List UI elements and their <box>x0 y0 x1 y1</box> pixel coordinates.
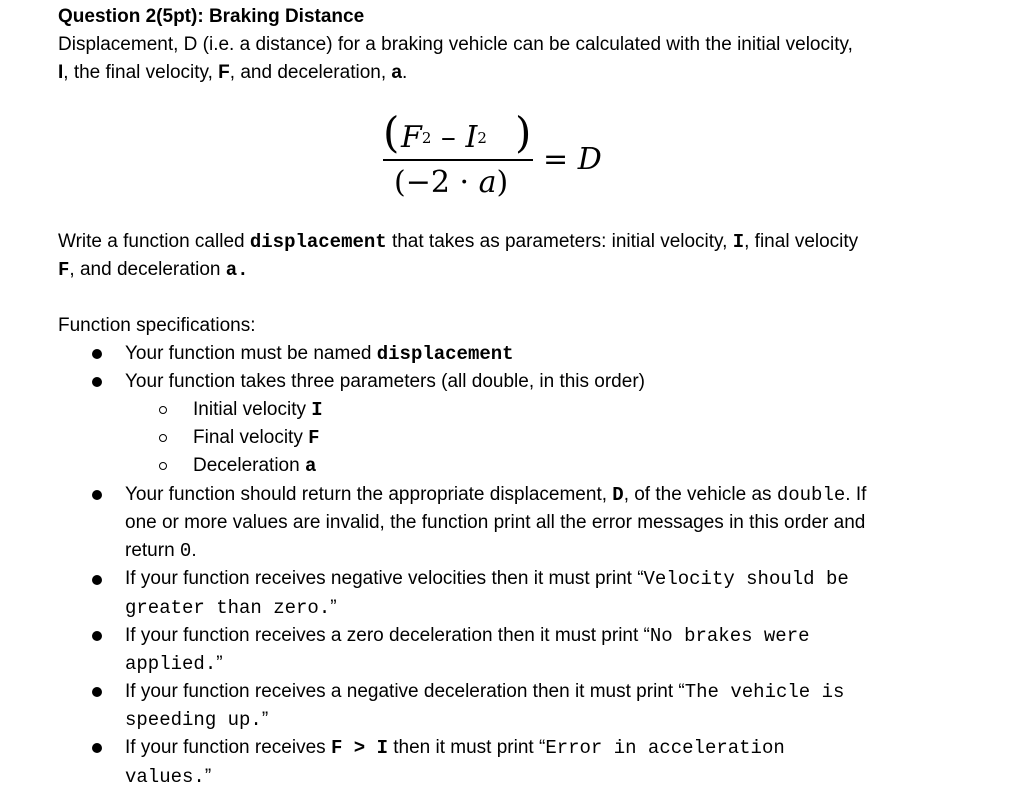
spec-item-return-line-1 <box>125 481 866 509</box>
fraction-bar <box>383 159 533 161</box>
numerator-exp2: 2 <box>477 129 487 147</box>
spec-code: F <box>330 737 343 759</box>
bullet-icon <box>92 743 102 753</box>
numerator-I: I <box>465 120 478 155</box>
spec-text: ” <box>261 709 269 730</box>
numerator-minus: – <box>431 120 466 155</box>
sub-item-deceleration <box>193 452 316 480</box>
function-name-code: displacement <box>249 231 387 253</box>
bullet-icon <box>92 377 102 387</box>
var-I: I <box>58 62 64 83</box>
param-I-code: I <box>732 231 745 253</box>
circle-bullet-icon <box>159 406 167 414</box>
spec-text: . <box>191 540 197 561</box>
spec-item-name <box>125 340 514 368</box>
bullet-icon <box>92 575 102 585</box>
intro-line-1: Displacement, D (i.e. a distance) for a braking vehicle can be calculated with the initial velocity, <box>58 34 853 55</box>
formula-right-paren: ) <box>515 108 532 157</box>
spec-text: Your function must be named <box>125 343 377 364</box>
result-D: D <box>577 142 602 177</box>
spec-code: > <box>342 737 377 759</box>
error-message-code: greater than zero. <box>125 597 331 619</box>
spec-item-zero-decel-line-2 <box>125 650 223 678</box>
bullet-icon <box>92 349 102 359</box>
numerator-exp: 2 <box>421 129 432 147</box>
spec-text: If your function receives a zero deceleration then it must print “ <box>125 625 650 646</box>
question-title: Question 2(5pt): Braking Distance <box>58 6 365 27</box>
equals-sign: = <box>543 142 578 177</box>
specs-heading: Function specifications: <box>58 315 256 336</box>
spec-item-acceleration-error-line-1 <box>125 734 785 762</box>
task-line-1 <box>58 228 858 256</box>
formula-left-paren: ( <box>383 108 400 157</box>
bullet-icon <box>92 687 102 697</box>
intro-text: , the final velocity, <box>63 62 219 83</box>
var-a: a <box>391 62 402 83</box>
formula-numerator <box>401 118 487 158</box>
task-text: , final velocity <box>744 231 859 252</box>
circle-bullet-icon <box>159 462 167 470</box>
spec-item-negative-decel-line-1 <box>125 678 844 706</box>
spec-text: If your function receives negative velocities then it must print “ <box>125 568 644 589</box>
spec-text: ” <box>330 597 337 618</box>
spec-item-params: Your function takes three parameters (all double, in this order) <box>125 371 645 392</box>
spec-item-acceleration-error-line-2 <box>125 763 211 791</box>
sub-code: a <box>304 455 317 477</box>
error-message-code: Error in acceleration <box>545 737 785 759</box>
task-text: , and deceleration <box>69 259 226 280</box>
task-text: that takes as parameters: initial velocity, <box>386 231 733 252</box>
error-message-code: values. <box>125 766 205 788</box>
spec-item-negative-velocity-line-2 <box>125 594 337 622</box>
sub-text: Initial velocity <box>193 399 312 420</box>
task-text: Write a function called <box>58 231 250 252</box>
spec-item-return-line-2: one or more values are invalid, the function print all the error messages in this order and <box>125 512 866 533</box>
denominator-a: a <box>478 165 497 200</box>
spec-text: If your function receives a negative deceleration then it must print “ <box>125 681 685 702</box>
intro-text: . <box>401 62 408 83</box>
denominator-expr: −2 · <box>405 165 479 200</box>
formula-result <box>543 140 602 180</box>
sub-item-final-velocity <box>193 424 320 452</box>
param-a-code: a. <box>225 259 249 281</box>
denominator-open: ( <box>394 165 406 200</box>
spec-item-negative-velocity-line-1 <box>125 565 849 593</box>
numerator-F: F <box>401 120 422 155</box>
spec-text: return <box>125 540 180 561</box>
spec-item-negative-decel-line-2 <box>125 706 268 734</box>
spec-code: 0 <box>179 540 192 562</box>
sub-code: I <box>311 399 323 421</box>
intro-line-2 <box>58 59 407 87</box>
var-F: F <box>218 62 230 83</box>
sub-text: Final velocity <box>193 427 309 448</box>
error-message-code: applied. <box>125 653 217 675</box>
param-F-code: F <box>58 259 70 281</box>
sub-text: Deceleration <box>193 455 305 476</box>
spec-text: ” <box>204 766 212 787</box>
circle-bullet-icon <box>159 434 167 442</box>
spec-text: If your function receives <box>125 737 331 758</box>
spec-code: D <box>612 484 624 506</box>
denominator-close: ) <box>496 165 509 200</box>
formula-denominator <box>394 163 508 203</box>
spec-text: Your function should return the appropriate displacement, <box>125 484 613 505</box>
error-message-code: Velocity should be <box>643 568 849 590</box>
spec-item-zero-decel-line-1 <box>125 622 810 650</box>
error-message-code: speeding up. <box>125 709 262 731</box>
error-message-code: No brakes were <box>649 625 810 647</box>
spec-code: I <box>376 737 388 759</box>
spec-item-return-line-3 <box>125 537 197 565</box>
error-message-code: The vehicle is <box>684 681 845 703</box>
task-line-2 <box>58 256 249 284</box>
sub-item-initial-velocity <box>193 396 323 424</box>
bullet-icon <box>92 631 102 641</box>
sub-code: F <box>308 427 320 449</box>
bullet-icon <box>92 490 102 500</box>
spec-text: , of the vehicle as <box>623 484 777 505</box>
spec-code: displacement <box>376 343 514 365</box>
spec-text: . If <box>845 484 867 505</box>
intro-text: , and deceleration, <box>229 62 392 83</box>
spec-text: ” <box>216 653 223 674</box>
spec-code: double <box>776 484 846 506</box>
spec-text: then it must print “ <box>387 737 546 758</box>
